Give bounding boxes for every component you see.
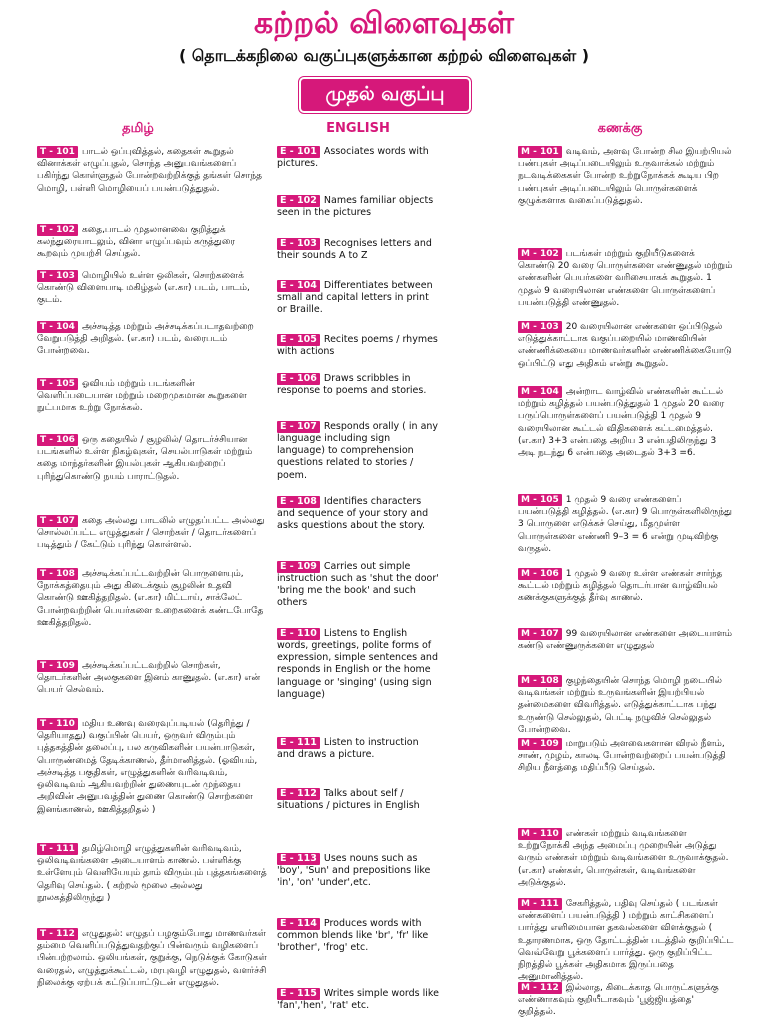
- outcome-text: Listens to English words, greetings, polite forms of expression, simple sentences and responds in English or the home language or 'singing' (using sign language): [277, 628, 438, 700]
- outcome-text: Carries out simple instruction such as 'shut the door' 'bring me the book' and such others: [277, 561, 439, 609]
- learning-outcome-maths: [518, 828, 734, 889]
- outcome-text: Draws scribbles in response to poems and stories.: [277, 373, 427, 397]
- outcome-text: Uses nouns such as 'boy', 'Sun' and prepositions like 'in', 'on' 'under',etc.: [277, 853, 431, 889]
- outcome-text: Differentiates between small and capital letters in print or Braille.: [277, 280, 433, 316]
- page-subtitle: ( தொடக்கநிலை வகுப்புகளுக்கான கற்றல் விளைவுகள் ): [178, 46, 590, 65]
- outcome-code-badge: E - 115: [277, 988, 320, 1000]
- outcome-code-badge: E - 111: [277, 737, 320, 749]
- outcome-code-badge: T - 101: [37, 146, 78, 158]
- learning-outcome-tamil: [37, 515, 267, 552]
- learning-outcome-tamil: [37, 224, 267, 261]
- learning-outcome-maths: [518, 675, 734, 736]
- outcome-text: ஓவியம் மற்றும் படங்களின் வெளிப்படையான மற்றும் மறைமுகமான கூறுகளை நுட்பமாக உற்று நோக்கல்.: [37, 379, 247, 414]
- outcome-code-badge: M - 108: [518, 675, 562, 687]
- outcome-text: Responds orally ( in any language including sign language) to comprehension questions related to stories / poem.: [277, 421, 439, 481]
- outcome-text: மதிய உணவு வரைவுப்படியல் (தெரிந்து / தெரியாதது) வகுப்பின் பெயர், ஒருவர் விரும்பும் புத்தகத்தின் தலைப்பு, பல கருவிகளின் பயன்பாடுகள், பொருண்மைத் தேடிக்காணல், தீர்மானித்தல். (ஓவியம், அச்சடித்த பகுதிகள், எழுத்துகளின் வரிவடிவம், ஒலிவடிவம் ஆகியவற்றின் துணையுடன் முந்தைய அறிவின் அனுபவத்தின் துணை கொண்டு சொற்களை இனங்காணல், ஊகித்தறிதல் ): [37, 719, 258, 815]
- outcome-code-badge: T - 102: [37, 224, 78, 236]
- outcome-text: 1 முதல் 9 வரை எண்களைப் பயன்படுத்தி கழித்தல். (எ.கா) 9 பொருள்களிலிருந்து 3 பொருளை எடுக்கச் செய்து, மீதமுள்ள பொருள்களை எண்ணி 9–3 = 6 என்று முடிவிற்கு வருதல்.: [518, 495, 732, 554]
- outcome-code-badge: T - 107: [37, 515, 78, 527]
- outcome-text: இல்லாத, கிடைக்காத பொருட்களுக்கு எண்ணாகவும் குறியீடாகவும் 'பூஜ்ஜியத்தை' குறித்தல்.: [518, 983, 719, 1018]
- outcome-code-badge: M - 109: [518, 738, 562, 750]
- outcome-code-badge: M - 112: [518, 982, 562, 994]
- outcome-code-badge: E - 108: [277, 496, 320, 508]
- outcome-text: Produces words with common blends like 'br', 'fr' like 'brother', 'frog' etc.: [277, 918, 429, 954]
- outcome-code-badge: M - 104: [518, 386, 562, 398]
- column-heading-tamil: தமிழ்: [122, 121, 154, 136]
- learning-outcome-maths: [518, 146, 734, 207]
- learning-outcome-english: [277, 421, 439, 482]
- outcome-code-badge: M - 103: [518, 321, 562, 333]
- outcome-text: கதை,பாடல் முதலானவை குறித்துக் கலந்துரையாடலும், வினா எழுப்பவும் கருத்துரை கூறவும் முயற்சி செய்தல்.: [37, 225, 235, 260]
- column-heading-maths: கணக்கு: [597, 121, 643, 136]
- learning-outcome-tamil: [37, 321, 267, 358]
- column-heading-english: ENGLISH: [326, 121, 390, 136]
- outcome-text: குழந்தையின் சொந்த மொழி நடையில் வடிவங்கள் மற்றும் உருவங்களின் இயற்பியல் தன்மைகளை விவரித்தல். எடுத்துக்காட்டாக பந்து உருண்டு செல்லுதல், பெட்டி நழுவிச் செல்லுதல் போன்றவை.: [518, 676, 722, 735]
- learning-outcome-tamil: [37, 660, 267, 697]
- outcome-code-badge: E - 104: [277, 280, 320, 292]
- learning-outcome-english: [277, 737, 439, 761]
- outcome-text: பாடல் ஒப்புவித்தல், கதைகள் கூறுதல் வினாக்கள் எழுப்புதல், சொந்த அனுபவங்களைப் பகிர்ந்து கொள்ளுதல் போன்றவற்றிக்குத் தங்கள் சொந்த மொழி, பள்ளி மொழியைப் பயன்படுத்துதல்.: [37, 147, 262, 194]
- outcome-text: கதை அல்லது பாடலில் எழுதப்பட்ட அல்லது சொல்லப்பட்ட எழுத்துகள் / சொற்கள் / தொடர்களைப் படித்தும் / கேட்டும் புரிந்து கொள்ளல்.: [37, 516, 265, 551]
- outcome-text: எழுதுதல்: எழுதப் பழகும்போது மாணவர்கள் தம்மை வெளிப்படுத்துவதற்குப் பின்வரும் வழிகளைப் பின்பற்றலாம். ஒலியங்கள், குறுக்கு, நெடுக்குக் கோடுகள் வரைதல், எழுத்துக்கூட்டல், மரபுவழி எழுதுதல், வளர்ச்சி நிலைக்கு ஏற்பக் கட்டுப்பாட்டுடன் எழுதுதல்.: [37, 929, 267, 988]
- learning-outcome-maths: [518, 982, 734, 1019]
- outcome-code-badge: E - 106: [277, 373, 320, 385]
- outcome-text: தமிழ்மொழி எழுத்துகளின் வரிவடிவம், ஒலிவடிவங்களை அடையாளம் காணல். பள்ளிக்கு உள்ளேயும் வெளியேயும் தாம் விரும்பும் புத்தகங்களைத் தெரிவு செய்தல். ( கற்றல் மூலை அல்லது நூலகத்திலிருந்து ): [37, 844, 267, 903]
- outcome-code-badge: E - 105: [277, 334, 320, 346]
- learning-outcome-tamil: [37, 843, 267, 904]
- outcome-code-badge: T - 112: [37, 928, 78, 940]
- learning-outcome-tamil: [37, 434, 267, 483]
- learning-outcome-maths: [518, 494, 734, 555]
- learning-outcome-maths: [518, 898, 734, 984]
- outcome-text: 1 முதல் 9 வரை உள்ள எண்கள் சார்ந்த கூட்டல் மற்றும் கழித்தல் தொடர்பான வாழ்வியல் கணக்குகளுக்குத் தீர்வு காணல்.: [518, 569, 723, 604]
- outcome-text: சேகரித்தல், பதிவு செய்தல் ( படங்கள் எண்களைப் பயன்படுத்தி ) மற்றும் காட்சிகளைப் பார்த்து எளிமையான தகவல்களை விளக்குதல் ( உதாரணமாக, ஒரு தோட்டத்தின் படத்தில் குறிப்பிட்ட வெவ்வேறு பூக்களைப் பார்த்து. ஒரு குறிப்பிட்ட நிறத்தில் பூக்கள் அதிகமாக இருப்பதை அனுமானித்தல்.: [518, 899, 734, 983]
- learning-outcome-maths: [518, 738, 734, 775]
- outcome-text: அச்சடிக்கப்பட்டவற்றில் சொற்கள், தொடர்களின் அலகுகளை இனம் காணுதல். (எ.கா) என் பெயர் செல்வம்.: [37, 661, 261, 696]
- outcome-code-badge: M - 106: [518, 568, 562, 580]
- outcome-code-badge: T - 109: [37, 660, 78, 672]
- grade-badge: முதல் வகுப்பு: [301, 79, 469, 111]
- outcome-code-badge: M - 101: [518, 146, 562, 158]
- outcome-code-badge: T - 110: [37, 718, 78, 730]
- outcome-text: அன்றாட வாழ்வில் எண்களின் கூட்டல் மற்றும் கழித்தல் பயன்படுத்துதல் 1 முதல் 20 வரை பருப்பொருள்களைப் பயன்படுத்தி 1 முதல் 9 வரையிலான கூட்டல் விதிகளைக் கட்டமைத்தல். (எ.கா) 3+3 என்பதை அறிய 3 என்பதிலிருந்து 3 அடி நடந்து 6 என்பதை அடைதல் 3+3 =6.: [518, 387, 725, 459]
- outcome-code-badge: E - 103: [277, 238, 320, 250]
- outcome-text: Recognises letters and their sounds A to Z: [277, 238, 432, 262]
- outcome-code-badge: T - 103: [37, 270, 78, 282]
- outcome-text: மொழியில் உள்ள ஒலிகள், சொற்களைக் கொண்டு விளையாடி மகிழ்தல் (எ.கா) படம், பாடம், குடம்.: [37, 271, 250, 306]
- outcome-code-badge: T - 106: [37, 434, 78, 446]
- outcome-code-badge: E - 110: [277, 628, 320, 640]
- learning-outcome-english: [277, 496, 439, 532]
- outcome-code-badge: M - 107: [518, 628, 562, 640]
- outcome-code-badge: M - 110: [518, 828, 562, 840]
- learning-outcome-tamil: [37, 718, 267, 816]
- outcome-text: 20 வரையிலான எண்களை ஒப்பிடுதல் எடுத்துக்காட்டாக வகுப்பறையில் மாணவியின் எண்ணிக்கையை மாணவர்களின் எண்ணிக்கையோடு ஒப்பிட்டு எது அதிகம் என்று கூறுதல்.: [518, 322, 732, 369]
- outcome-code-badge: T - 111: [37, 843, 78, 855]
- outcome-text: மாறுபடும் அளவைகளான விரல் நீளம், சாண், முழம், காலடி போன்றவற்றைப் பயன்படுத்தி சிறிய நீளத்தை மதிப்பீடு செய்தல்.: [518, 739, 726, 774]
- learning-outcome-english: [277, 561, 439, 610]
- learning-outcome-english: [277, 988, 439, 1012]
- outcome-text: Recites poems / rhymes with actions: [277, 334, 438, 358]
- learning-outcome-english: [277, 146, 439, 170]
- learning-outcome-tamil: [37, 568, 267, 629]
- outcome-text: Writes simple words like 'fan','hen', 'rat' etc.: [277, 988, 439, 1012]
- outcome-code-badge: T - 105: [37, 378, 78, 390]
- outcome-text: எண்கள் மற்றும் வடிவங்களை உற்றுநோக்கி அந்த அமைப்பு முறையின் அடுத்து வரும் எண்கள் மற்றும் வடிவங்களை உருவாக்குதல். (எ.கா) எண்கள், பொருள்கள், வடிவங்களை அடுக்குதல்.: [518, 829, 729, 888]
- learning-outcome-maths: [518, 386, 734, 459]
- outcome-code-badge: T - 104: [37, 321, 78, 333]
- learning-outcome-english: [277, 628, 439, 701]
- learning-outcome-english: [277, 334, 439, 358]
- outcome-text: Talks about self / situations / pictures in English: [277, 788, 420, 812]
- outcome-text: அச்சடித்த மற்றும் அச்சடிக்கப்படாதவற்றை வேறுபடுத்தி அறிதல். (எ.கா) படம், வரைபடம் போன்றவை.: [37, 322, 254, 357]
- outcome-code-badge: E - 107: [277, 421, 320, 433]
- outcome-text: வடிவம், அளவு போன்ற சில இயற்பியல் பண்புகள் அடிப்படையிலும் உருவாக்கல் மற்றும் நடவடிக்கைகள் போன்ற உற்றுநோக்கக் கூடிய பிற பண்புகள் அடிப்படையிலும் பொருள்களைக் குழுக்களாக வகைப்படுத்துதல்.: [518, 147, 732, 206]
- outcome-code-badge: M - 102: [518, 248, 562, 260]
- learning-outcome-english: [277, 373, 439, 397]
- learning-outcome-tamil: [37, 270, 267, 307]
- page-title: கற்றல் விளைவுகள்: [254, 6, 514, 41]
- outcome-text: ஒரு கதையில் / சூழலில்/ தொடர்ச்சியான படங்களில் உள்ள நிகழ்வுகள், செயல்பாடுகள் மற்றும் கதை மாந்தர்களின் இயல்புகள் ஆகியவற்றைப் புரிந்துகொண்டு நயம் பாராட்டுதல்.: [37, 435, 253, 482]
- learning-outcome-english: [277, 280, 439, 316]
- outcome-code-badge: E - 114: [277, 918, 320, 930]
- outcome-code-badge: E - 113: [277, 853, 320, 865]
- outcome-text: Identifies characters and sequence of your story and asks questions about the story.: [277, 496, 429, 532]
- learning-outcome-maths: [518, 628, 734, 652]
- learning-outcome-tamil: [37, 378, 267, 415]
- learning-outcome-english: [277, 788, 439, 812]
- learning-outcome-english: [277, 238, 439, 262]
- outcome-code-badge: M - 105: [518, 494, 562, 506]
- learning-outcome-tamil: [37, 928, 267, 989]
- outcome-text: Listen to instruction and draws a picture.: [277, 737, 419, 761]
- learning-outcome-maths: [518, 321, 734, 370]
- outcome-code-badge: E - 112: [277, 788, 320, 800]
- outcome-code-badge: E - 109: [277, 561, 320, 573]
- learning-outcome-maths: [518, 568, 734, 605]
- outcome-code-badge: M - 111: [518, 898, 562, 910]
- outcome-code-badge: T - 108: [37, 568, 78, 580]
- outcome-text: அச்சடிக்கப்பட்டவற்றின் பொருளையும், நோக்கத்தையும் அது கிடைக்கும் சூழலின் உதவி கொண்டு ஊகித்தறிதல். (எ.கா) மிட்டாய், சாக்லேட் போன்றவற்றின் பெயர்களை உறைகளைக் கண்டபோதே ஊகித்தறிதல்.: [37, 569, 264, 628]
- outcome-text: 99 வரையிலான எண்களை அடையாளம் கண்டு எண்ணுருக்களை எழுதுதல்: [518, 629, 733, 652]
- learning-outcome-english: [277, 918, 439, 954]
- outcome-text: Names familiar objects seen in the pictures: [277, 195, 434, 219]
- learning-outcome-english: [277, 853, 439, 889]
- learning-outcome-maths: [518, 248, 734, 309]
- learning-outcome-tamil: [37, 146, 267, 195]
- outcome-text: Associates words with pictures.: [277, 146, 429, 170]
- outcome-text: படங்கள் மற்றும் குறியீடுகளைக் கொண்டு 20 வரை பொருள்களை எண்ணுதல் மற்றும் எண்களின் பெயர்களை வரிசையாகக் கூறுதல். 1 முதல் 9 வரையிலான எண்களை பொருள்களைப் பயன்படுத்தி எண்ணுதல்.: [518, 249, 733, 308]
- outcome-code-badge: E - 102: [277, 195, 320, 207]
- outcome-code-badge: E - 101: [277, 146, 320, 158]
- learning-outcome-english: [277, 195, 439, 219]
